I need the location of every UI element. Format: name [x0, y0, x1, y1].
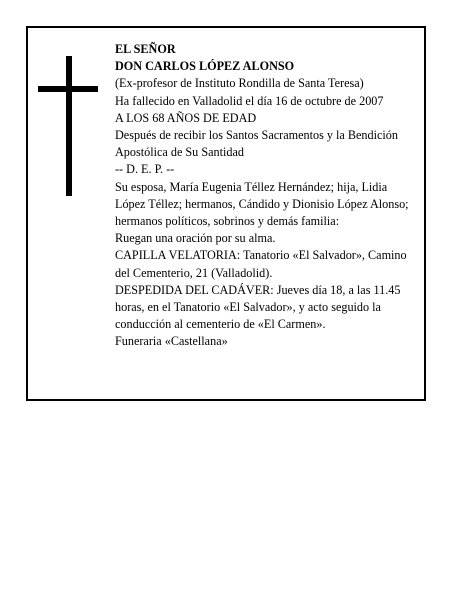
prayer-request: Ruegan una oración por su alma.	[115, 231, 276, 246]
cross-icon	[66, 56, 72, 196]
family-statement: Su esposa, María Eugenia Téllez Hernández; hija, Lidia López Téllez; hermanos, Cándido y Dionisio López Alonso; hermanos políticos, sobrinos y demás familia:	[115, 179, 409, 229]
age-statement: A LOS 68 AÑOS DE EDAD	[115, 110, 257, 125]
funeral-home: Funeraria «Castellana»	[115, 334, 228, 349]
deceased-role: (Ex-profesor de Instituto Rondilla de Santa Teresa)	[115, 76, 364, 91]
rip-line: -- D. E. P. --	[115, 162, 175, 177]
deceased-name: DON CARLOS LÓPEZ ALONSO	[115, 59, 295, 74]
sacraments-statement: Después de recibir los Santos Sacramentos y la Bendición Apostólica de Su Santidad	[115, 128, 398, 160]
notice-text	[115, 41, 420, 351]
notice-title: EL SEÑOR	[115, 42, 176, 56]
farewell-info: DESPEDIDA DEL CADÁVER: Jueves día 18, a las 11.45 horas, en el Tanatorio «El Salvador», y acto seguido la conducción al cementerio de «El Carmen».	[115, 282, 401, 332]
obituary-notice	[26, 26, 426, 401]
chapel-info: CAPILLA VELATORIA: Tanatorio «El Salvador», Camino del Cementerio, 21 (Valladolid).	[115, 248, 407, 280]
death-statement: Ha fallecido en Valladolid el día 16 de octubre de 2007	[115, 93, 384, 108]
cross-icon-bar	[38, 86, 98, 92]
